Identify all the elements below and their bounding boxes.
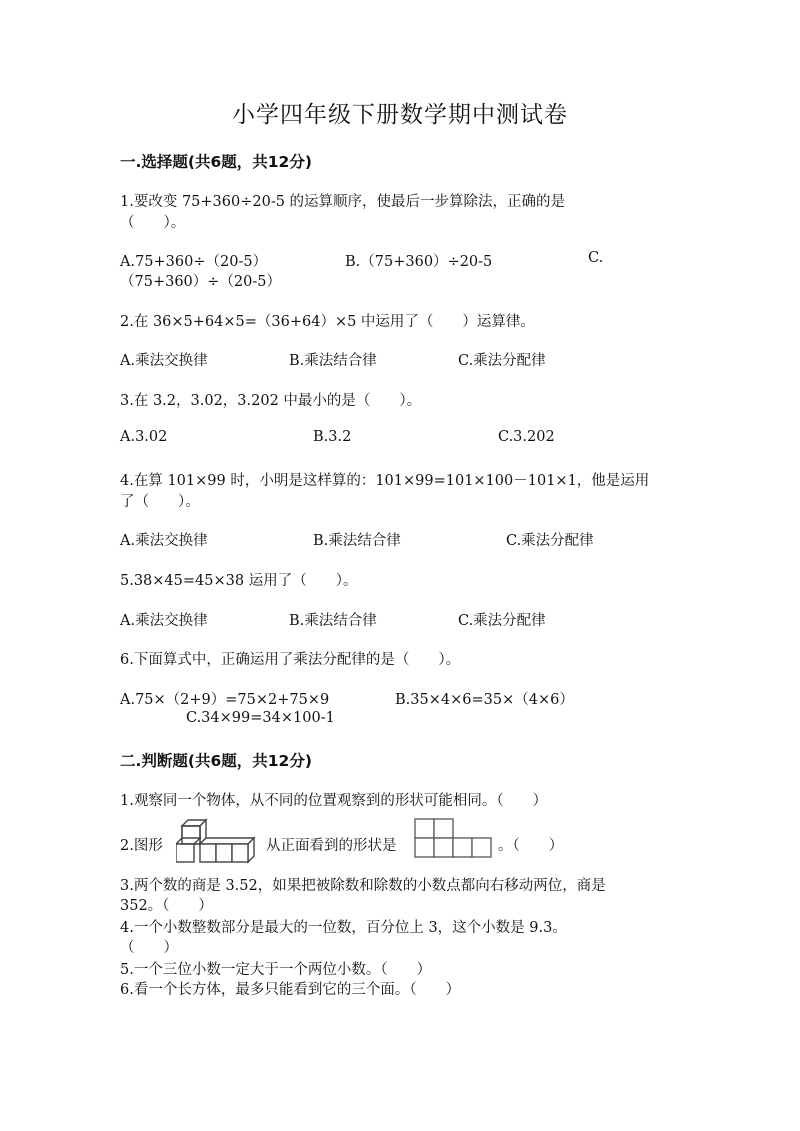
page-title: 小学四年级下册数学期中测试卷	[232, 102, 568, 128]
judge-question-4-line1: 4.一个小数整数部分是最大的一位数，百分位上 3，这个小数是 9.3。	[120, 920, 567, 936]
judge-question-1: 1.观察同一个物体，从不同的位置观察到的形状可能相同。（ ）	[120, 793, 548, 809]
question-3-option-b: B.3.2	[313, 429, 352, 445]
question-2-option-a: A.乘法交换律	[120, 353, 208, 369]
question-2-option-c: C.乘法分配律	[458, 353, 546, 369]
question-2: 2.在 36×5+64×5=（36+64）×5 中运用了（ ）运算律。	[120, 314, 535, 330]
question-4-line2: 了（ ）。	[120, 494, 200, 510]
cube-figure-3d	[176, 814, 260, 866]
section-heading-judge: 二.判断题(共6题，共12分)	[120, 752, 312, 770]
question-6: 6.下面算式中，正确运用了乘法分配律的是（ ）。	[120, 652, 461, 668]
question-1-line2: （ ）。	[120, 215, 186, 231]
question-5: 5.38×45=45×38 运用了（ ）。	[120, 573, 358, 589]
judge-question-6: 6.看一个长方体，最多只能看到它的三个面。（ ）	[120, 982, 461, 998]
question-1-option-c: （75+360）÷（20-5）	[120, 274, 282, 290]
question-3-option-c: C.3.202	[498, 429, 555, 445]
judge-question-4-line2: （ ）	[120, 940, 178, 956]
judge-question-2-middle: 从正面看到的形状是	[266, 838, 397, 854]
question-1-line1: 1.要改变 75+360÷20-5 的运算顺序，使最后一步算除法，正确的是	[120, 194, 566, 210]
judge-question-2-prefix: 2.图形	[120, 838, 163, 854]
question-5-option-c: C.乘法分配律	[458, 613, 546, 629]
question-3-option-a: A.3.02	[120, 429, 168, 445]
question-4-line1: 4.在算 101×99 时，小明是这样算的：101×99=101×100－101×1，他是运用	[120, 473, 650, 489]
question-5-option-a: A.乘法交换律	[120, 613, 208, 629]
front-view-figure	[414, 818, 492, 860]
question-4-option-b: B.乘法结合律	[313, 533, 401, 549]
question-4-option-a: A.乘法交换律	[120, 533, 208, 549]
question-5-option-b: B.乘法结合律	[289, 613, 377, 629]
question-4-option-c: C.乘法分配律	[506, 533, 594, 549]
judge-question-2-suffix: 。（ ）	[498, 838, 564, 854]
question-1-option-a: A.75+360÷（20-5）	[120, 254, 268, 270]
question-6-option-b: B.35×4×6=35×（4×6）	[395, 692, 574, 708]
question-3: 3.在 3.2，3.02，3.202 中最小的是（ ）。	[120, 393, 422, 409]
judge-question-3-line2: 352。（ ）	[120, 898, 213, 914]
question-2-option-b: B.乘法结合律	[289, 353, 377, 369]
question-6-option-a: A.75×（2+9）=75×2+75×9	[120, 692, 330, 708]
question-1-option-b: B.（75+360）÷20-5	[345, 254, 493, 270]
judge-question-5: 5.一个三位小数一定大于一个两位小数。（ ）	[120, 962, 432, 978]
question-1-option-c-label: C.	[588, 250, 604, 266]
judge-question-3-line1: 3.两个数的商是 3.52，如果把被除数和除数的小数点都向右移动两位，商是	[120, 878, 606, 894]
question-6-option-c: C.34×99=34×100-1	[186, 710, 335, 726]
section-heading-choice: 一.选择题(共6题，共12分)	[120, 153, 312, 171]
